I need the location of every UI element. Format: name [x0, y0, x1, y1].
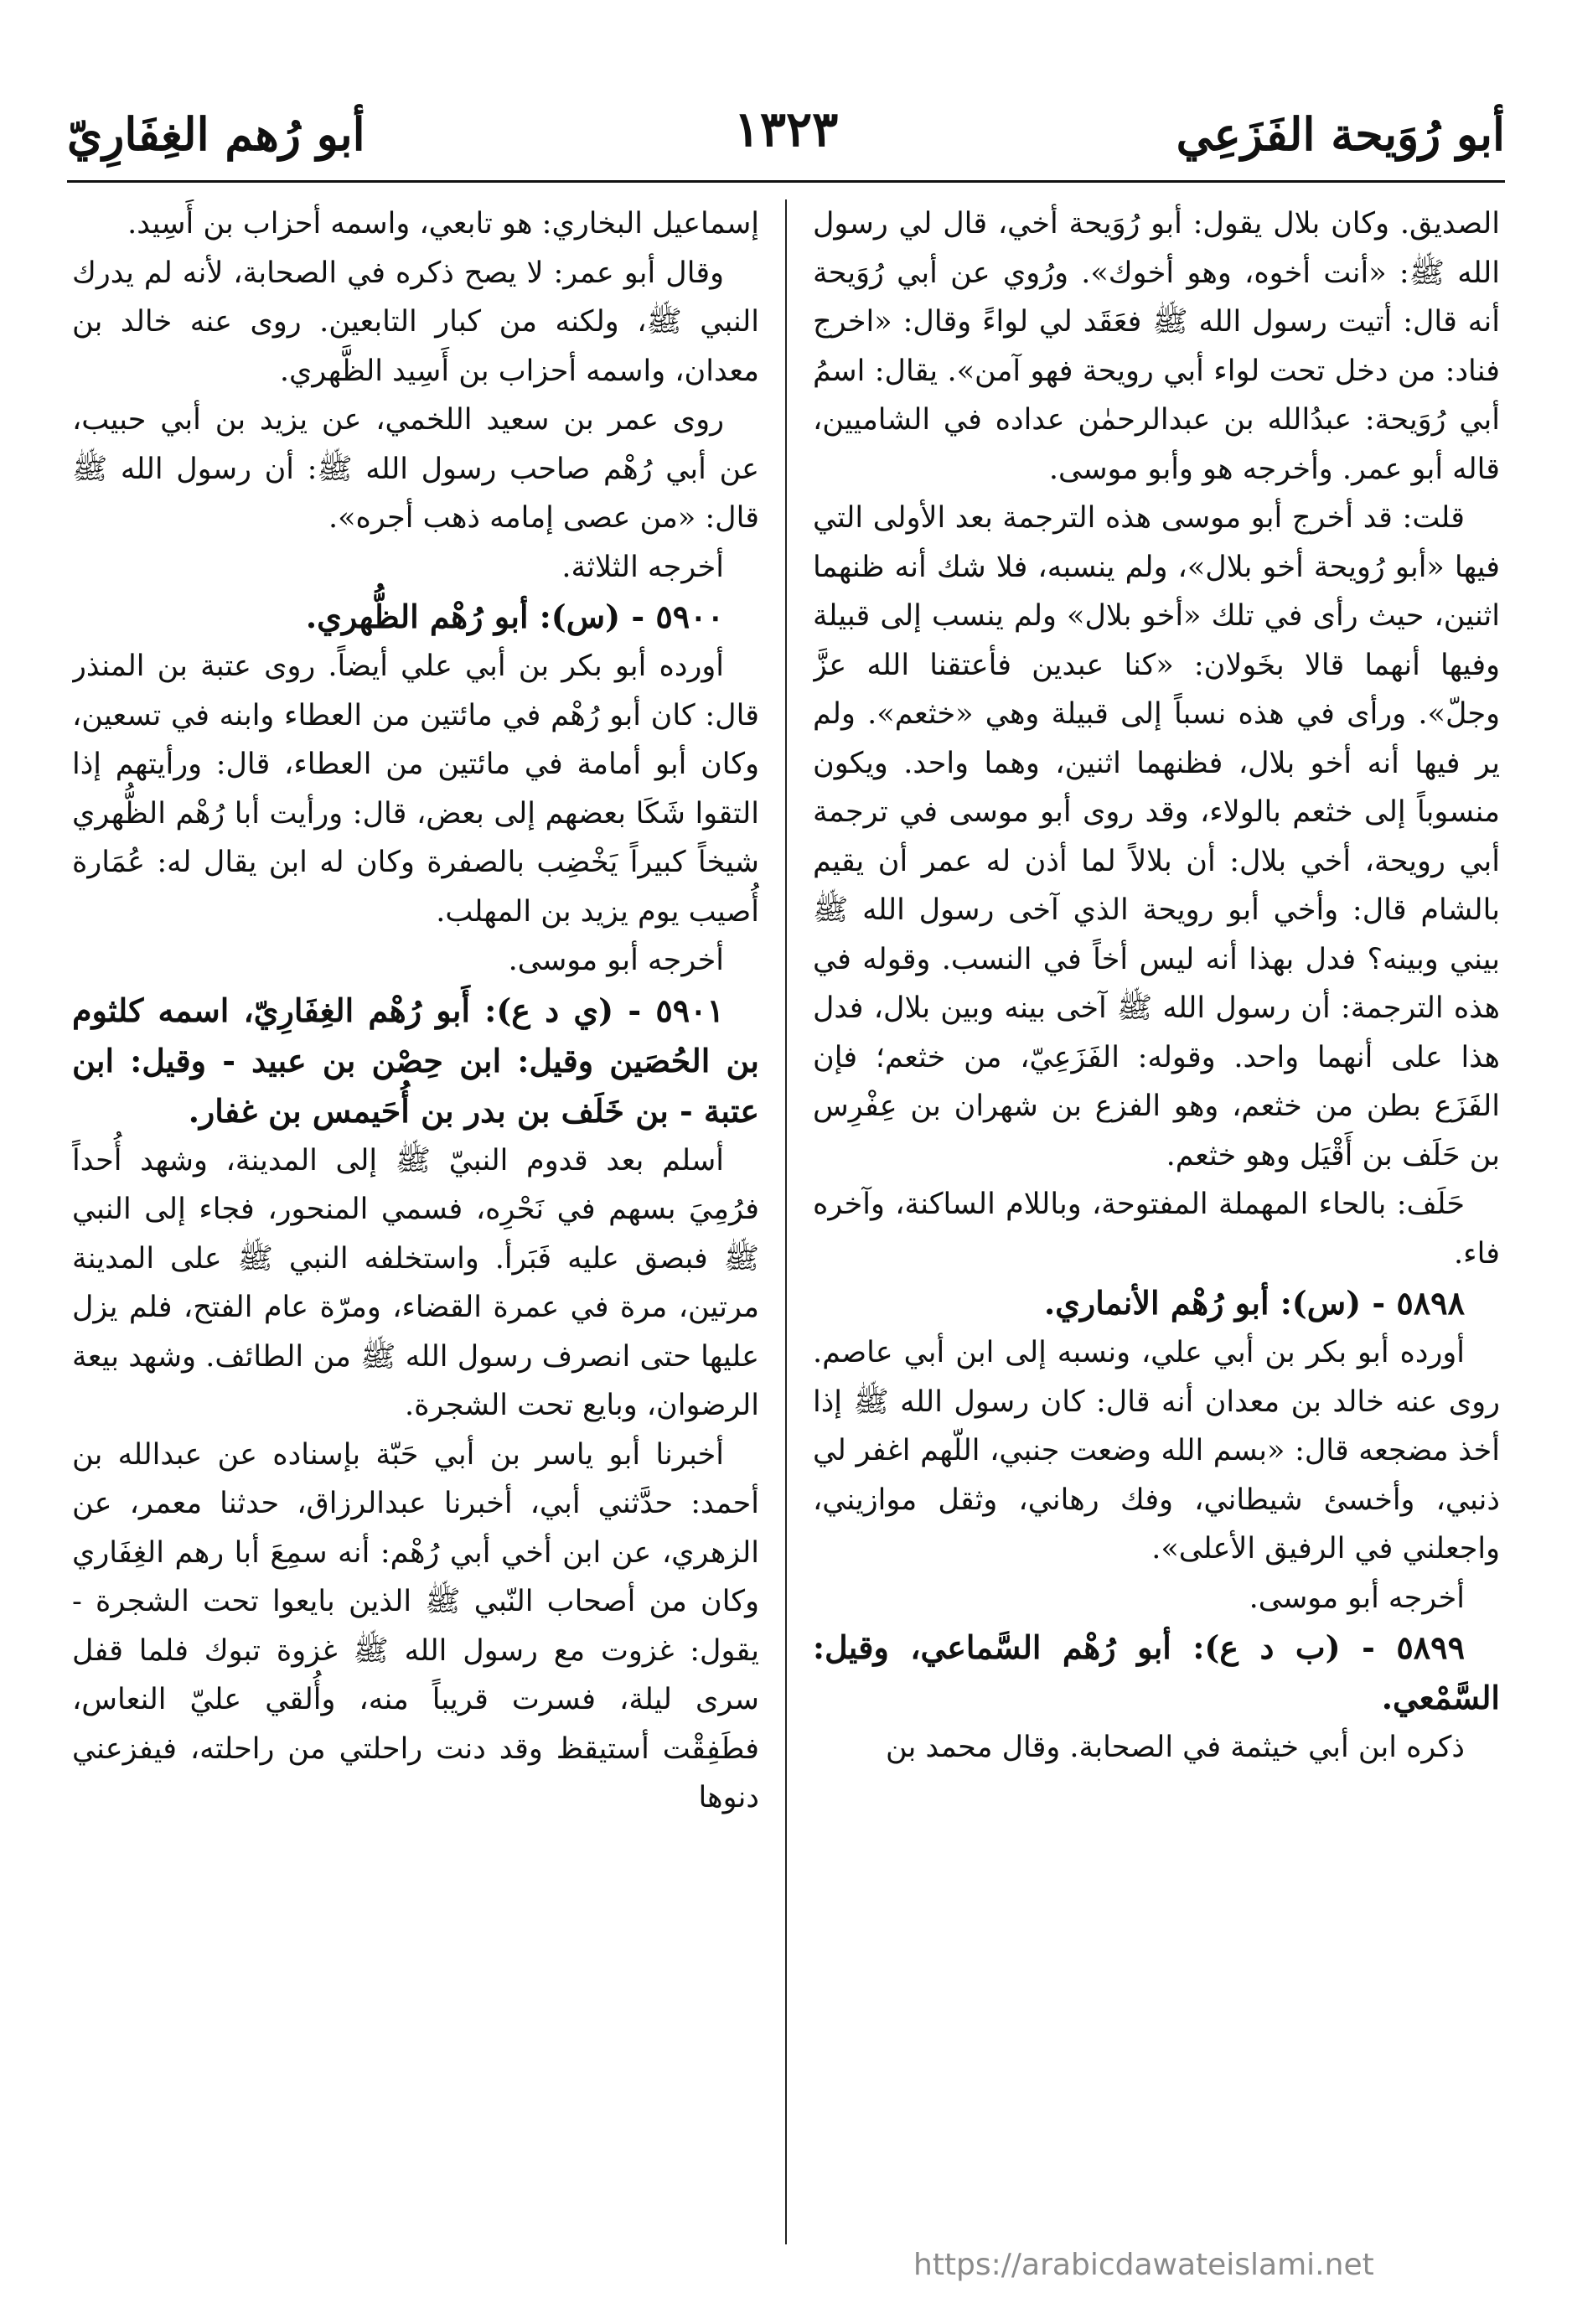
right-column [813, 199, 1500, 2244]
paragraph: حَلَف: بالحاء المهملة المفتوحة، وباللام الساكنة، وآخره فاء. [813, 1188, 1500, 1271]
paragraph: قلت: قد أخرج أبو موسى هذه الترجمة بعد الأولى التي فيها «أبو رُويحة أخو بلال»، ولم ينسبه، فلا شك أنه ظنهما اثنين، حيث رأى في تلك «أخو بلال» ولم ينسب إلى قبيلة وفيها أنهما قالا بخَولان: «كنا عبدين فأعتقنا الله عزَّ وجلّ». ورأى في هذه نسباً إلى قبيلة وهي «خثعم». ولم ير فيها أنه أخو بلال، فظنهما اثنين، وهما واحد. ويكون منسوباً إلى خثعم بالولاء، وقد روى أبو موسى في ترجمة أبي رويحة، أخي بلال: أن بلالاً لما أذن له عمر أن يقيم بالشام قال: وأخي أبو رويحة الذي آخى رسول الله ﷺ بيني وبينه؟ فدل بهذا أنه ليس أخاً في النسب. وقوله في هذه الترجمة: أن رسول الله ﷺ آخى بينه وبين بلال، فدل هذا على أنهما واحد. وقوله: الفَزَعِيّ، من خثعم؛ فإن الفَزَع بطن من خثعم، وهو الفزع بن شهران بن عِفْرِس بن حَلَف بن أَقْيَل وهو خثعم. [813, 501, 1500, 1172]
paragraph: أخرجه أبو موسى. [1249, 1581, 1465, 1615]
left-column [72, 199, 759, 2244]
paragraph: وقال أبو عمر: لا يصح ذكره في الصحابة، لأنه لم يدرك النبي ﷺ، ولكنه من كبار التابعين. روى عنه خالد بن معدان، واسمه أحزاب بن أَسِيد الظَّهري. [72, 256, 759, 388]
paragraph: روى عمر بن سعيد اللخمي، عن يزيد بن أبي حبيب، عن أبي رُهْم صاحب رسول الله ﷺ: أن رسول الله ﷺ قال: «من عصى إمامه ذهب أجره». [72, 403, 759, 535]
entry-heading-5900: ٥٩٠٠ - (س): أبو رُهْم الظُّهري. [305, 598, 724, 635]
paragraph: الصديق. وكان بلال يقول: أبو رُوَيحة أخي، قال لي رسول الله ﷺ: «أنت أخوه، وهو أخوك». ورُوي عن أبي رُوَيحة أنه قال: أتيت رسول الله ﷺ فعَقَد لي لواءً وقال: «اخرج فناد: من دخل تحت لواء أبي رويحة فهو آمن». يقال: اسمُ أبي رُوَيحة: عبدُالله بن عبدالرحمٰن عداده في الشاميين، قاله أبو عمر. وأخرجه هو وأبو موسى. [813, 207, 1500, 486]
paragraph: ذكره ابن أبي خيثمة في الصحابة. وقال محمد بن [886, 1731, 1465, 1764]
paragraph: أورده أبو بكر بن أبي علي، ونسبه إلى ابن أبي عاصم. روى عنه خالد بن معدان أنه قال: كان رسول الله ﷺ إذا أخذ مضجعه قال: «بسم الله وضعت جنبي، اللّهم اغفر لي ذنبي، وأخسئ شيطاني، وفك رهاني، وثقل موازيني، واجعلني في الرفيق الأعلى». [813, 1336, 1500, 1566]
source-watermark: https://arabicdawateislami.net [913, 2248, 1374, 2282]
paragraph: أسلم بعد قدوم النبيّ ﷺ إلى المدينة، وشهد أُحداً فرُمِيَ بسهم في نَحْرِه، فسمي المنحور، فجاء إلى النبي ﷺ فبصق عليه فَبَرأ. واستخلفه النبي ﷺ على المدينة مرتين، مرة في عمرة القضاء، ومرّة عام الفتح، فلم يزل عليها حتى انصرف رسول الله ﷺ من الطائف. وشهد بيعة الرضوان، وبايع تحت الشجرة. [72, 1143, 759, 1422]
paragraph: أورده أبو بكر بن أبي علي أيضاً. روى عتبة بن المنذر قال: كان أبو رُهْم في مائتين من العطاء وابنه في تسعين، وكان أبو أمامة في مائتين من العطاء، قال: ورأيتهم إذا التقوا شَكَا بعضهم إلى بعض، قال: ورأيت أبا رُهْم الظُّهري شيخاً كبيراً يَخْضِب بالصفرة وكان له ابن يقال له: عُمَارة أُصيب يوم يزيد بن المهلب. [72, 650, 759, 929]
header-right-title: أبو رُوَيحة الفَزَعِي [1176, 106, 1505, 161]
column-divider [785, 199, 787, 2244]
entry-heading-5901: ٥٩٠١ - (ي د ع): أَبو رُهْم الغِفَارِيّ، اسمه كلثوم بن الحُصَين وقيل: ابن حِصْن بن عبيد - وقيل: ابن عتبة - بن خَلَف بن بدر بن أُحَيمس بن غفار. [72, 991, 759, 1130]
header-left-title: أبو رُهم الغِفَارِيّ [67, 106, 365, 161]
entry-heading-5899: ٥٨٩٩ - (ب د ع): أبو رُهْم السَّماعي، وقيل: السَّمْعي. [813, 1628, 1500, 1716]
paragraph: أخرجه الثلاثة. [561, 550, 724, 584]
page-number: ١٣٢٣ [733, 101, 839, 158]
paragraph: أخبرنا أبو ياسر بن أبي حَبّة بإسناده عن عبدالله بن أحمد: حدَّثني أبي، أخبرنا عبدالرزاق، حدثنا معمر، عن الزهري، عن ابن أخي أبي رُهْم: أنه سمِعَ أبا رهم الغِفَاري وكان من أصحاب النّبي ﷺ الذين بايعوا تحت الشجرة - يقول: غزوت مع رسول الله ﷺ غزوة تبوك فلما قفل سرى ليلة، فسرت قريباً منه، وأُلقي عليّ النعاس، فطَفِقْت أستيقظ وقد دنت راحلتي من راحلته، فيفزعني دنوها [72, 1437, 759, 1814]
header-rule [67, 180, 1505, 183]
running-header [67, 94, 1505, 173]
paragraph: إسماعيل البخاري: هو تابعي، واسمه أحزاب بن أَسِيد. [127, 207, 759, 241]
entry-heading-5898: ٥٨٩٨ - (س): أبو رُهْم الأنماري. [1043, 1284, 1465, 1322]
paragraph: أخرجه أبو موسى. [508, 944, 724, 977]
